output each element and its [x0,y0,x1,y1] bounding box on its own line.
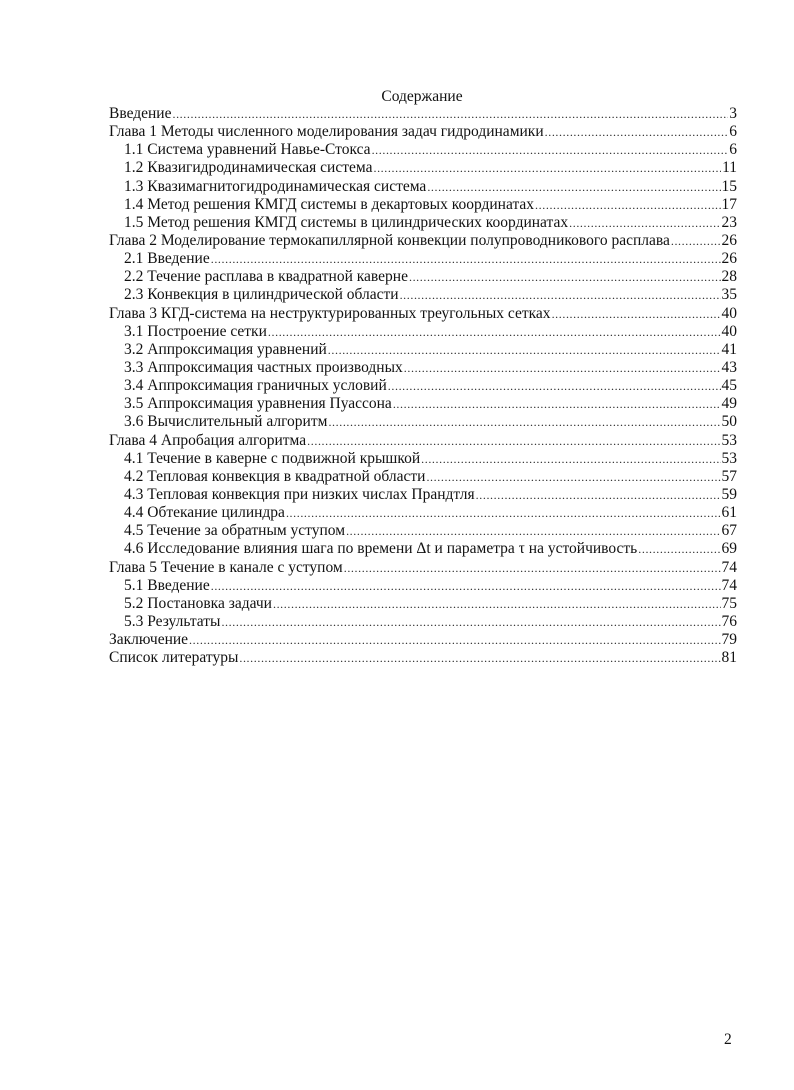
toc-entry[interactable] [109,631,737,649]
toc-entry-page: 49 [721,395,737,413]
toc-entry-text: 3.4 Аппроксимация граничных условий [124,377,387,395]
toc-entry-page: 79 [721,631,737,649]
toc-leader [189,631,720,649]
toc-entry[interactable] [109,468,737,486]
toc-entry[interactable] [109,341,737,359]
toc-leader [427,178,720,196]
toc-entry-text: Глава 4 Апробация алгоритма [109,431,307,449]
toc-entry[interactable] [109,377,737,395]
toc-leader [400,286,721,304]
toc-entry[interactable] [109,432,737,450]
toc-entry-text: 5.1 Введение [124,576,210,594]
toc-entry[interactable] [109,232,737,250]
toc-entry-text: Глава 5 Течение в канале с уступом [109,558,343,576]
toc-leader [273,595,721,613]
toc-entry[interactable] [109,504,737,522]
toc-entry-text: Введение [109,105,172,122]
toc-entry-text: 1.4 Метод решения КМГД системы в декартовых координатах [124,195,535,213]
toc-entry-text: 2.1 Введение [124,250,210,268]
toc-leader [172,105,728,123]
toc-entry[interactable] [109,105,737,123]
toc-entry-page: 53 [721,431,737,449]
toc-entry-text: 2.2 Течение расплава в квадратной каверне [124,268,408,286]
toc-entry-page: 74 [721,576,737,594]
table-of-contents [109,105,737,667]
toc-entry[interactable] [109,323,737,341]
toc-entry[interactable] [109,250,737,268]
toc-leader [535,196,720,214]
toc-entry[interactable] [109,577,737,595]
toc-leader [421,450,720,468]
toc-entry-page: 76 [721,612,737,630]
toc-entry-text: Глава 2 Моделирование термокапиллярной конвекции полупроводникового расплава [109,231,670,249]
toc-entry[interactable] [109,595,737,613]
toc-entry[interactable] [109,178,737,196]
toc-leader [307,432,720,450]
toc-leader [404,359,721,377]
toc-entry-text: 5.3 Результаты [124,612,221,630]
toc-entry[interactable] [109,540,737,558]
toc-entry[interactable] [109,286,737,304]
toc-entry-page: 43 [721,358,737,376]
toc-entry-page: 6 [729,123,737,141]
toc-leader [286,504,721,522]
toc-entry[interactable] [109,395,737,413]
toc-entry-text: 2.3 Конвекция в цилиндрической области [124,286,399,304]
toc-entry-page: 6 [729,141,737,159]
toc-entry-text: 1.2 Квазигидродинамическая система [124,159,373,177]
toc-entry[interactable] [109,649,737,667]
toc-entry-page: 74 [721,558,737,576]
toc-leader [328,413,720,431]
toc-entry-page: 69 [721,540,737,558]
toc-entry-text: 1.1 Система уравнений Навье-Стокса [124,141,371,159]
toc-entry[interactable] [109,522,737,540]
toc-entry-page: 45 [721,377,737,395]
toc-entry-text: Глава 3 КГД-система на неструктурированных треугольных сетках [109,304,551,322]
toc-leader [268,323,721,341]
toc-entry[interactable] [109,159,737,177]
toc-entry-page: 53 [721,449,737,467]
toc-entry-page: 75 [721,594,737,612]
toc-entry-text: 4.6 Исследование влияния шага по времени Δt и параметра τ на устойчивость [124,540,638,558]
toc-leader [426,468,720,486]
toc-leader [552,305,721,323]
toc-leader [221,613,720,631]
toc-leader [638,540,720,558]
toc-entry-text: 4.4 Обтекание цилиндра [124,504,285,522]
toc-leader [671,232,721,250]
toc-leader [344,559,721,577]
toc-entry-text: 5.2 Постановка задачи [124,594,272,612]
toc-entry-page: 40 [721,322,737,340]
toc-entry-text: 3.1 Построение сетки [124,322,267,340]
toc-entry-page: 67 [721,522,737,540]
toc-entry-text: 4.3 Тепловая конвекция при низких числах Прандтля [124,485,475,503]
toc-entry-page: 26 [721,250,737,268]
toc-entry-page: 59 [721,485,737,503]
toc-entry[interactable] [109,214,737,232]
toc-entry[interactable] [109,613,737,631]
toc-entry-page: 3 [729,105,737,122]
toc-entry-text: 1.3 Квазимагнитогидродинамическая система [124,177,427,195]
toc-entry[interactable] [109,268,737,286]
toc-leader [569,214,720,232]
toc-entry-page: 11 [722,159,737,177]
toc-entry-page: 23 [721,213,737,231]
toc-entry-text: 3.3 Аппроксимация частных производных [124,358,403,376]
toc-leader [409,268,721,286]
toc-entry[interactable] [109,450,737,468]
toc-entry-text: Список литературы [109,649,239,667]
toc-entry-text: 4.5 Течение за обратным уступом [124,522,346,540]
toc-title: Содержание [381,88,463,105]
toc-leader [239,649,720,667]
toc-leader [388,377,721,395]
toc-entry[interactable] [109,141,737,159]
toc-entry-page: 41 [721,340,737,358]
toc-entry[interactable] [109,305,737,323]
toc-entry-text: Заключение [109,631,189,649]
toc-entry[interactable] [109,486,737,504]
toc-entry-text: 3.5 Аппроксимация уравнения Пуассона [124,395,392,413]
toc-entry[interactable] [109,123,737,141]
toc-entry[interactable] [109,196,737,214]
toc-entry-text: Глава 1 Методы численного моделирования задач гидродинамики [109,123,544,141]
toc-entry[interactable] [109,559,737,577]
toc-entry-page: 17 [721,195,737,213]
toc-entry[interactable] [109,413,737,431]
toc-entry-text: 4.1 Течение в каверне с подвижной крышкой [124,449,421,467]
page-number: 2 [724,1031,732,1048]
toc-leader [211,250,721,268]
toc-leader [346,522,720,540]
toc-entry-page: 15 [721,177,737,195]
toc-entry-page: 57 [721,467,737,485]
toc-leader [372,141,729,159]
toc-entry-page: 35 [721,286,737,304]
toc-entry-page: 28 [721,268,737,286]
toc-leader [373,159,721,177]
toc-entry-page: 50 [721,413,737,431]
toc-entry-text: 1.5 Метод решения КМГД системы в цилиндрических координатах [124,213,569,231]
toc-entry-page: 81 [721,649,737,667]
toc-entry[interactable] [109,359,737,377]
toc-leader [476,486,721,504]
toc-entry-page: 40 [721,304,737,322]
toc-entry-page: 26 [721,231,737,249]
toc-entry-text: 3.6 Вычислительный алгоритм [124,413,328,431]
toc-leader [545,123,729,141]
toc-entry-text: 3.2 Аппроксимация уравнений [124,340,327,358]
toc-leader [211,577,721,595]
toc-leader [328,341,721,359]
toc-entry-text: 4.2 Тепловая конвекция в квадратной области [124,467,426,485]
toc-leader [393,395,721,413]
toc-entry-page: 61 [721,504,737,522]
